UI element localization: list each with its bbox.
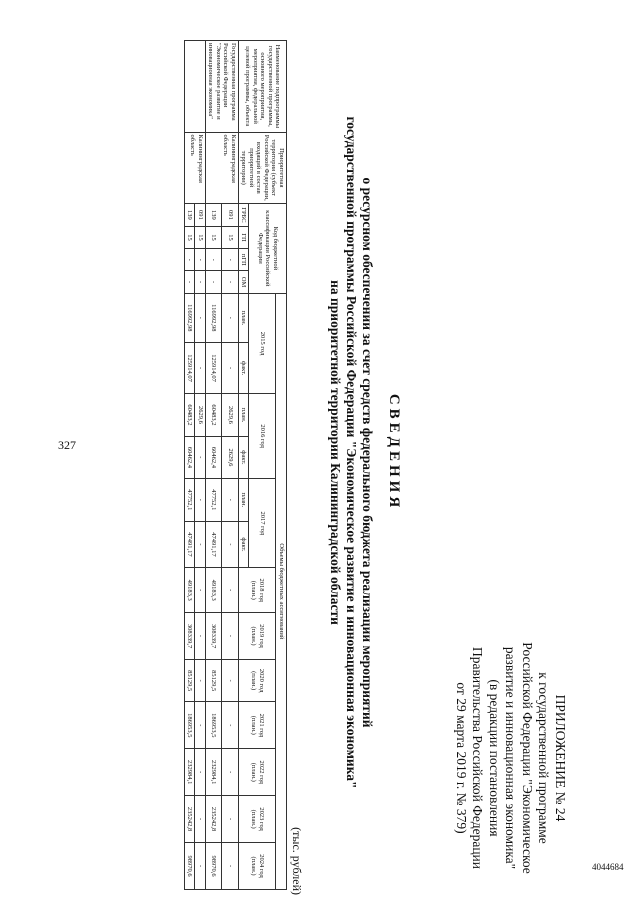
cell-territory: Калининградская область [185, 132, 206, 203]
table-cell: 308339,7 [206, 613, 223, 660]
table-cell: 308339,7 [185, 613, 196, 660]
table-cell: - [222, 479, 239, 521]
header-plan-2015: план. [239, 293, 250, 342]
subtitle-line: государственной программы Российской Федерации "Экономическое развитие и инновационная экономика" [344, 116, 359, 789]
cell-territory: Калининградская область [206, 132, 239, 203]
table-cell: - [222, 271, 239, 293]
table-cell: - [195, 613, 206, 660]
document-title: СВЕДЕНИЯ [386, 393, 402, 512]
table-cell: 2629,6 [222, 394, 239, 436]
table-cell: 60483,2 [185, 394, 196, 436]
table-cell: 98970,6 [185, 843, 196, 890]
header-volume: Объемы бюджетных ассигнований [276, 293, 287, 889]
table-row [195, 41, 206, 890]
table-cell: - [195, 568, 206, 613]
header-year-2016: 2016 год [249, 394, 276, 479]
appendix-title: ПРИЛОЖЕНИЕ № 24 [553, 694, 568, 822]
header-code: Код бюджетной классификации Российской Федерации [249, 204, 287, 294]
header-year-2017: 2017 год [249, 479, 276, 568]
table-cell: 139 [206, 204, 223, 227]
table-cell: 85129,5 [206, 659, 223, 701]
header-grbs: ГРБС [239, 204, 250, 227]
header-plan-2016: план. [239, 394, 250, 436]
table-cell: - [195, 249, 206, 271]
table-cell: - [222, 342, 239, 393]
document-id: 4044684 [592, 862, 624, 872]
cell-empty [185, 41, 206, 133]
table-cell: 49183,3 [185, 568, 196, 613]
header-pgp: пГП [239, 249, 250, 271]
header-territory: Приоритетная территория (субъект Российской Федерации, входящий в состав приоритетной территории) [239, 132, 287, 203]
table-cell: 85129,5 [185, 659, 196, 701]
table-cell: 60462,4 [185, 436, 196, 478]
document-subtitle [327, 0, 375, 905]
appendix-line: к государственной программе [536, 672, 552, 844]
header-year-2024: 2024 год (план.) [239, 843, 277, 890]
table-cell: 091 [195, 204, 206, 227]
table-cell: 186953,5 [206, 702, 223, 749]
table-cell: 116992,98 [185, 293, 196, 342]
header-year-2023: 2023 год (план.) [239, 796, 277, 843]
appendix-line: (в редакции постановления [487, 679, 502, 837]
header-year-2018: 2018 год (план.) [239, 568, 277, 613]
table-cell: 235242,8 [206, 796, 223, 843]
header-year-2015: 2015 год [249, 293, 276, 393]
appendix-line: Правительства Российской Федерации [470, 647, 486, 869]
table-cell: - [195, 659, 206, 701]
table-cell: 60483,2 [206, 394, 223, 436]
table-cell: 15 [222, 226, 239, 248]
table-cell: 98970,6 [206, 843, 223, 890]
budget-table [184, 40, 287, 890]
table-cell: 47491,17 [206, 521, 223, 568]
table-cell: 15 [195, 226, 206, 248]
header-year-2020: 2020 год (план.) [239, 659, 277, 701]
table-cell: 235242,8 [185, 796, 196, 843]
table-cell: - [195, 843, 206, 890]
table-cell: - [222, 249, 239, 271]
header-fact-2016: факт. [239, 436, 250, 478]
page-number: 327 [58, 438, 76, 452]
table-cell: - [195, 521, 206, 568]
table-cell: 232984,1 [185, 749, 196, 796]
header-fact-2015: факт. [239, 342, 250, 393]
header-name: Наименование подпрограммы государственной программы, основного мероприятия, мероприятия, федеральной целевой программы, объекта [239, 41, 287, 133]
table-cell: - [222, 843, 239, 890]
table-cell: 139 [185, 204, 196, 227]
table-cell: - [206, 249, 223, 271]
table-cell: - [222, 568, 239, 613]
table-cell: 60462,4 [206, 436, 223, 478]
table-cell: - [185, 271, 196, 293]
header-year-2021: 2021 год (план.) [239, 702, 277, 749]
table-cell: 116992,98 [206, 293, 223, 342]
table-cell: - [222, 659, 239, 701]
table-cell: - [222, 702, 239, 749]
table-cell: - [195, 271, 206, 293]
table-cell: - [195, 479, 206, 521]
header-om: ОМ [239, 271, 250, 293]
table-cell: - [222, 613, 239, 660]
table-cell: - [222, 293, 239, 342]
table-cell: 47491,17 [185, 521, 196, 568]
table-cell: - [195, 342, 206, 393]
table-cell: - [206, 271, 223, 293]
table-cell: 186953,5 [185, 702, 196, 749]
table-cell: 125914,07 [206, 342, 223, 393]
table-cell: 15 [206, 226, 223, 248]
table-cell: 15 [185, 226, 196, 248]
table-body [185, 41, 239, 890]
appendix-line: от 29 марта 2019 г. № 379) [454, 682, 469, 834]
table-cell: - [222, 521, 239, 568]
table-cell: - [222, 749, 239, 796]
table-cell: 47752,1 [185, 479, 196, 521]
header-year-2019: 2019 год (план.) [239, 613, 277, 660]
appendix-block [453, 623, 569, 893]
subtitle-line: на приоритетной территории Калининградской области [328, 280, 343, 625]
header-plan-2017: план. [239, 479, 250, 521]
units-label: (тыс. рублей) [290, 827, 304, 895]
table-cell: - [222, 796, 239, 843]
table-cell: 091 [222, 204, 239, 227]
table-cell: 49183,3 [206, 568, 223, 613]
table-cell: - [185, 249, 196, 271]
appendix-line: Российской Федерации "Экономическое [520, 642, 535, 874]
table-cell: - [195, 436, 206, 478]
table-cell: 2629,6 [222, 436, 239, 478]
table-cell: - [195, 749, 206, 796]
appendix-line: развитие и инновационная экономика" [503, 646, 519, 870]
header-year-2022: 2022 год (план.) [239, 749, 277, 796]
table-cell: 125914,07 [185, 342, 196, 393]
table-cell: 2629,6 [195, 394, 206, 436]
table-row [222, 41, 239, 890]
table-cell: - [195, 293, 206, 342]
table-cell: 232984,1 [206, 749, 223, 796]
header-gp: ГП [239, 226, 250, 248]
cell-program-name: Государственная программа Российской Федерации "Экономическое развитие и инновационная экономика" [206, 41, 239, 133]
table-cell: - [195, 702, 206, 749]
subtitle-line: о ресурсном обеспечении за счет средств федерального бюджета реализации мероприятий [360, 177, 375, 728]
header-fact-2017: факт. [239, 521, 250, 568]
table-cell: 47752,1 [206, 479, 223, 521]
table-cell: - [195, 796, 206, 843]
